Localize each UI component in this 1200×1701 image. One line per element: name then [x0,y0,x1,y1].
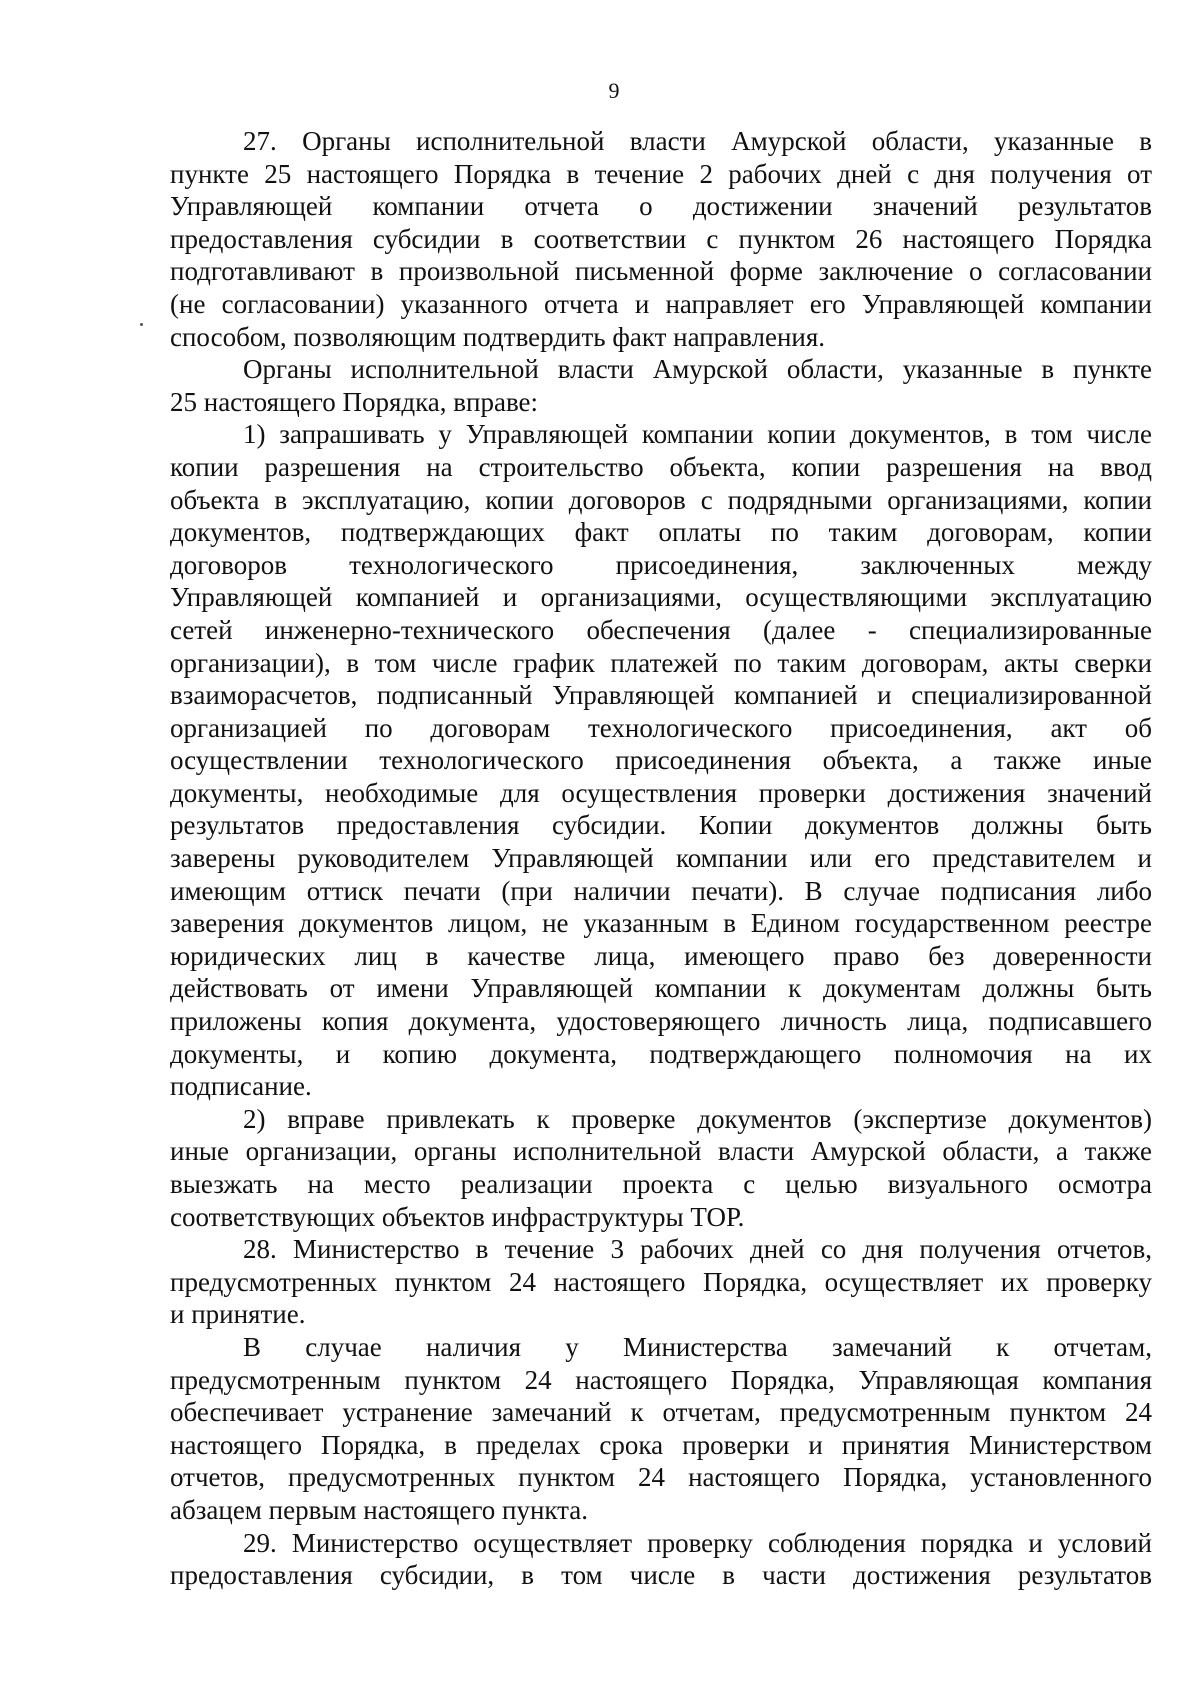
paragraph-p27-2 [170,1103,1152,1233]
text-line: имеющим оттиск печати (при наличии печати). В случае подписания либо [170,875,1152,906]
text-line: документы, и копию документа, подтверждающего полномочия на их [170,1038,1152,1069]
text-line: осуществлении технологического присоединения объекта, а также иные [170,745,1152,776]
paragraph-p28 [170,1233,1152,1331]
text-line: 27. Органы исполнительной власти Амурской области, указанные в [243,126,1152,156]
text-line: взаиморасчетов, подписанный Управляющей компанией и специализированной [170,680,1152,711]
page-number: 9 [608,78,620,103]
text-line: документы, необходимые для осуществления проверки достижения значений [170,777,1152,808]
text-line: Управляющей компанией и организациями, осуществляющими эксплуатацию [170,582,1152,613]
text-line: 29. Министерство осуществляет проверку соблюдения порядка и условий [243,1527,1152,1558]
text-line: Управляющей компании отчета о достижении значений результатов [170,191,1152,222]
text-line: предоставления субсидии в соответствии с пунктом 26 настоящего Порядка [170,223,1152,254]
text-line: предусмотренных пунктом 24 настоящего Порядка, осуществляет их проверку [170,1266,1152,1297]
text-line: абзацем первым настоящего пункта. [170,1494,589,1525]
text-line: приложены копия документа, удостоверяющего личность лица, подписавшего [170,1006,1152,1037]
text-line: 2) вправе привлекать к проверке документов (экспертизе документов) [243,1103,1152,1134]
text-line: договоров технологического присоединения, заключенных между [170,549,1152,580]
text-line: организацией по договорам технологического присоединения, акт об [170,712,1152,743]
text-line: объекта в эксплуатацию, копии договоров с подрядными организациями, копии [170,484,1152,515]
text-line: заверены руководителем Управляющей компании или его представителем и [170,843,1152,874]
text-line: юридических лиц в качестве лица, имеющего право без доверенности [170,940,1152,971]
text-line: заверения документов лицом, не указанным в Едином государственном реестре [170,908,1152,939]
text-line: (не согласовании) указанного отчета и направляет его Управляющей компании [170,288,1152,319]
text-line: обеспечивает устранение замечаний к отчетам, предусмотренным пунктом 24 [170,1397,1152,1428]
text-line: организации), в том числе график платежей по таким договорам, акты сверки [170,647,1152,678]
text-line: результатов предоставления субсидии. Копии документов должны быть [170,810,1152,841]
text-line: настоящего Порядка, в пределах срока проверки и принятия Министерством [170,1429,1152,1460]
paragraph-p28b [170,1331,1152,1527]
text-line: иные организации, органы исполнительной власти Амурской области, а также [170,1136,1152,1167]
margin-mark [140,323,143,326]
text-line: отчетов, предусмотренных пунктом 24 настоящего Порядка, установленного [170,1462,1152,1493]
text-line: 25 настоящего Порядка, вправе: [170,386,539,417]
text-line: способом, позволяющим подтвердить факт направления. [170,321,826,352]
document-body [170,125,1152,1592]
text-line: 1) запрашивать у Управляющей компании копии документов, в том числе [243,419,1152,450]
text-line: документов, подтверждающих факт оплаты по таким договорам, копии [170,517,1152,548]
paragraph-p27b [170,353,1152,418]
text-line: выезжать на место реализации проекта с целью визуального осмотра [170,1169,1152,1199]
text-line: копии разрешения на строительство объекта, копии разрешения на ввод [170,451,1152,482]
text-line: пункте 25 настоящего Порядка в течение 2 рабочих дней с дня получения от [170,158,1152,189]
text-line: соответствующих объектов инфраструктуры ТОР. [170,1201,745,1232]
paragraph-p27 [170,125,1152,353]
text-line: предусмотренным пунктом 24 настоящего Порядка, Управляющая компания [170,1364,1152,1395]
text-line: Органы исполнительной власти Амурской области, указанные в пункте [243,354,1152,385]
text-line: В случае наличия у Министерства замечаний к отчетам, [243,1331,1152,1362]
text-line: подписание. [170,1071,312,1102]
text-line: действовать от имени Управляющей компании к документам должны быть [170,973,1152,1004]
text-line: и принятие. [170,1299,306,1330]
text-line: подготавливают в произвольной письменной форме заключение о согласовании [170,256,1152,287]
text-line: 28. Министерство в течение 3 рабочих дней со дня получения отчетов, [243,1234,1152,1265]
paragraph-p29 [170,1527,1152,1592]
text-line: предоставления субсидии, в том числе в части достижения результатов [170,1560,1152,1591]
text-line: сетей инженерно-технического обеспечения (далее - специализированные [170,614,1152,645]
paragraph-p27-1 [170,418,1152,1102]
